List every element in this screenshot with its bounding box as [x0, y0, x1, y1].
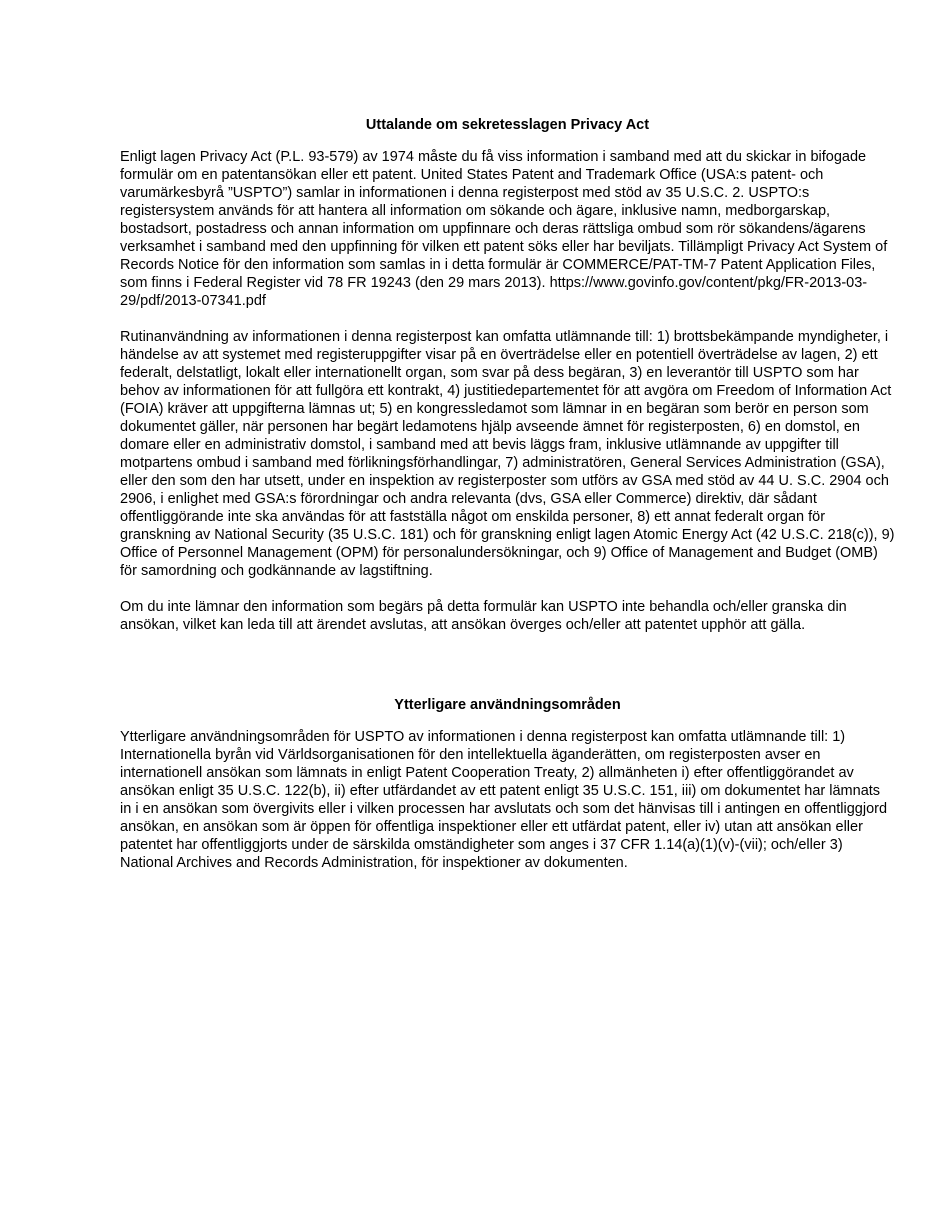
routine-use-paragraph: Rutinanvändning av informationen i denna registerpost kan omfatta utlämnande till: 1) brottsbekämpande myndigheter, i händelse av att systemet med registeruppgifter visar på en överträdelse eller en potentiell överträdelse av lagen, 2) ett federalt, delstatligt, lokalt eller internationellt organ, som svar på dess begäran, 3) en leverantör till USPTO som har behov av informationen för att fullgöra ett kontrakt, 4) justitiedepartementet för att avgöra om Freedom of Information Act (FOIA) kräver att uppgifterna lämnas ut; 5) en kongressledamot som lämnar in en begäran som berör en person som dokumentet gäller, när personen har begärt ledamotens hjälp avseende ämnet för registerposten, 6) en domstol, en domare eller en administrativ domstol, i samband med att bevis läggs fram, inklusive utlämnande av uppgifter till motpartens ombud i samband med förlikningsförhandlingar, 7) administratören, General Services Administration (GSA), eller den som den har utsett, under en inspektion av registerposter som utförs av GSA med stöd av 44 U. S.C. 2904 och 2906, i enlighet med GSA:s förordningar och andra relevanta (dvs, GSA eller Commerce) direktiv, där sådant offentliggörande inte ska användas för att fastställa något om enskilda personer, 8) ett annat federalt organ för granskning av National Security (35 U.S.C. 181) och för granskning enligt lagen Atomic Energy Act (42 U.S.C. 218(c)), 9) Office of Personnel Management (OPM) för personalundersökningar, och 9) Office of Management and Budget (OMB) för samordning och godkännande av lagstiftning. [120, 329, 895, 579]
additional-uses-paragraph: Ytterligare användningsområden för USPTO av informationen i denna registerpost kan omfatta utlämnande till: 1) Internationella byrån vid Världsorganisationen för den intellektuella äganderätten, om registerposten avser en internationell ansökan som lämnats in enligt Patent Cooperation Treaty, 2) allmänheten i) efter offentliggörandet av ansökan enligt 35 U.S.C. 122(b), ii) efter utfärdandet av ett patent enligt 35 U.S.C. 151, iii) om dokumentet har lämnats in i en ansökan som övergivits eller i vilken processen har avslutats och som det hänvisas till i antingen en offentliggjord ansökan, en ansökan som är öppen för offentliga inspektioner eller ett utfärdat patent, eller iv) utan att ansökan eller patentet har offentliggjorts under de särskilda omständigheter som anges i 37 CFR 1.14(a)(1)(v)-(vii); och/eller 3) National Archives and Records Administration, för inspektioner av dokumenten. [120, 729, 888, 871]
privacy-act-heading: Uttalande om sekretesslagen Privacy Act [365, 117, 650, 133]
additional-uses-section [120, 696, 895, 872]
document-page [120, 116, 895, 890]
privacy-act-section [120, 116, 895, 634]
privacy-act-intro-paragraph: Enligt lagen Privacy Act (P.L. 93-579) av 1974 måste du få viss information i samband med att du skickar in bifogade formulär om en patentansökan eller ett patent. United States Patent and Trademark Office (USA:s patent- och varumärkesbyrå ”USPTO”) samlar in informationen i denna registerpost med stöd av 35 U.S.C. 2. USPTO:s registersystem används för att hantera all information om sökande och ägare, inklusive namn, medborgarskap, bostadsort, postadress och annan information om uppfinnare och deras rättsliga ombud som rör sökandens/ägarens verksamhet i samband med den uppfinning för vilken ett patent söks eller har beviljats. Tillämpligt Privacy Act System of Records Notice för den information som samlas in i detta formulär är COMMERCE/PAT-TM-7 Patent Application Files, som finns i Federal Register vid 78 FR 19243 (den 29 mars 2013). https://www.govinfo.gov/content/pkg/FR-2013-03-29/pdf/2013-07341.pdf [120, 149, 888, 309]
additional-uses-heading: Ytterligare användningsområden [394, 697, 621, 713]
consequence-paragraph: Om du inte lämnar den information som begärs på detta formulär kan USPTO inte behandla och/eller granska din ansökan, vilket kan leda till att ärendet avslutas, att ansökan överges och/eller att patentet upphör att gälla. [120, 599, 847, 633]
